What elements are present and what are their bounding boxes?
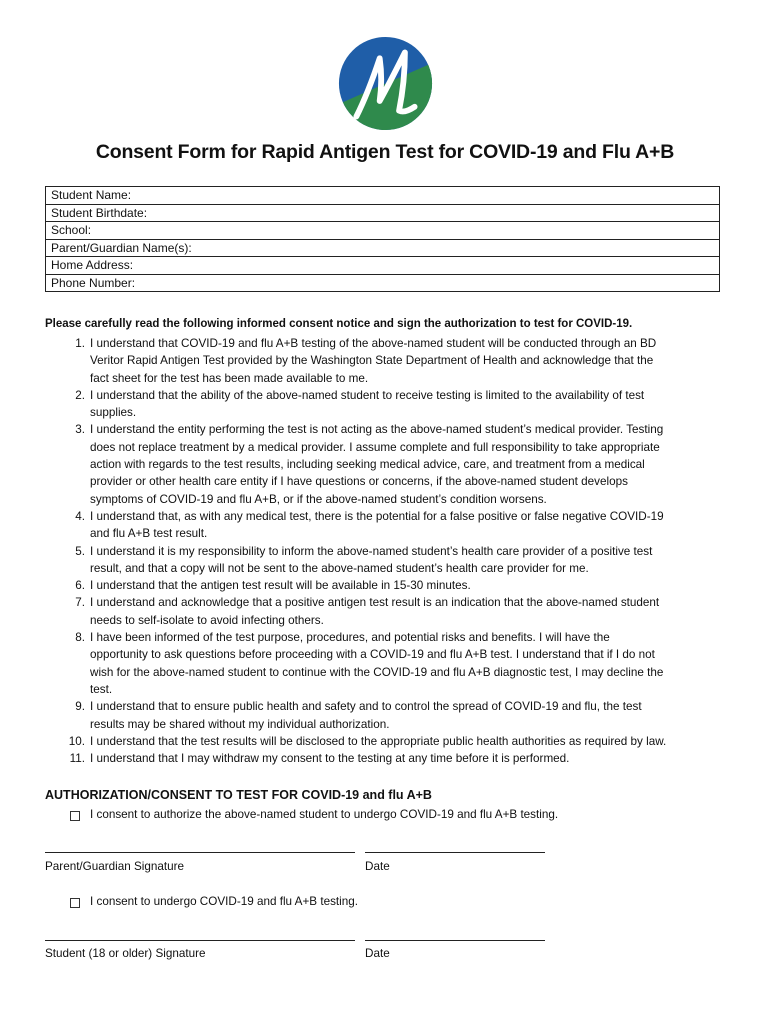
student-consent-row	[45, 895, 735, 913]
item-text-line: and flu A+B test result.	[90, 527, 208, 541]
item-text-line: provider or other health care entity if I have questions or concerns, if the above-named student develops	[90, 475, 628, 489]
item-number: 10.	[68, 734, 85, 748]
item-text-line: action with regards to the test results, including seeking medical advice, care, and treatment from a medical	[90, 458, 645, 472]
student-date-label: Date	[365, 947, 390, 960]
student-consent-checkbox[interactable]	[70, 898, 80, 908]
consent-item	[45, 543, 735, 578]
student-info-table	[45, 186, 720, 292]
info-row	[46, 239, 720, 257]
item-number: 7.	[75, 596, 85, 610]
consent-items-list	[45, 335, 735, 767]
info-field-label[interactable]: Parent/Guardian Name(s):	[46, 239, 720, 257]
consent-item	[45, 733, 735, 750]
info-row	[46, 204, 720, 222]
student-consent-text: I consent to undergo COVID-19 and flu A+B testing.	[90, 895, 359, 908]
item-text-line: result, and that a copy will not be sent to the above-named student’s health care provider for me.	[90, 561, 589, 575]
consent-item	[45, 577, 735, 594]
item-text-line: I understand that the antigen test result will be available in 15-30 minutes.	[90, 579, 471, 593]
item-text-line: I understand that, as with any medical test, there is the potential for a false positive or false negative COVID-19	[90, 509, 664, 523]
consent-item	[45, 421, 735, 507]
school-logo	[337, 35, 434, 132]
consent-item	[45, 629, 735, 698]
item-text-line: Veritor Rapid Antigen Test provided by the Washington State Department of Health and acknowledge that the	[90, 354, 654, 368]
item-text-line: wish for the above-named student to continue with the COVID-19 and flu A+B diagnostic test, I may decline the	[90, 665, 664, 679]
student-date-line[interactable]	[365, 940, 545, 941]
item-text-line: I understand that to ensure public health and safety and to control the spread of COVID-19 and flu, the test	[90, 700, 642, 714]
item-text-line: I understand and acknowledge that a positive antigen test result is an indication that the above-named student	[90, 596, 660, 610]
info-field-label[interactable]: School:	[46, 222, 720, 240]
parent-date-line[interactable]	[365, 852, 545, 853]
item-number: 2.	[75, 388, 85, 402]
item-text-line: symptoms of COVID-19 and flu A+B, or if the above-named student’s condition worsens.	[90, 492, 547, 506]
consent-item	[45, 594, 735, 629]
item-text-line: I understand that the ability of the above-named student to receive testing is limited to the availability of test	[90, 388, 645, 402]
consent-item	[45, 335, 735, 387]
item-text-line: results may be shared without my individual authorization.	[90, 717, 390, 731]
item-text-line: test.	[90, 682, 113, 696]
form-title: Consent Form for Rapid Antigen Test for COVID-19 and Flu A+B	[95, 141, 675, 163]
info-field-label[interactable]: Student Birthdate:	[46, 204, 720, 222]
item-text-line: I understand that I may withdraw my consent to the testing at any time before it is performed.	[90, 752, 570, 766]
item-number: 11.	[69, 752, 85, 766]
info-field-label[interactable]: Student Name:	[46, 187, 720, 205]
consent-item	[45, 698, 735, 733]
authorization-heading: AUTHORIZATION/CONSENT TO TEST FOR COVID-19 and flu A+B	[45, 788, 432, 802]
info-field-label[interactable]: Phone Number:	[46, 274, 720, 292]
item-text-line: I have been informed of the test purpose, procedures, and potential risks and benefits. I will have the	[90, 631, 610, 645]
item-text-line: I understand that the test results will be disclosed to the appropriate public health authorities as required by law.	[90, 734, 667, 748]
item-text-line: supplies.	[90, 406, 137, 420]
item-text-line: I understand the entity performing the test is not acting as the above-named student’s medical provider. Testing	[90, 423, 664, 437]
item-text-line: needs to self-isolate to avoid infecting others.	[90, 613, 324, 627]
parent-consent-text: I consent to authorize the above-named student to undergo COVID-19 and flu A+B testing.	[90, 808, 559, 821]
info-row	[46, 222, 720, 240]
parent-consent-row	[45, 808, 735, 826]
info-row	[46, 187, 720, 205]
consent-item	[45, 750, 735, 767]
item-number: 5.	[75, 544, 85, 558]
item-text-line: fact sheet for the test has been made available to me.	[90, 371, 369, 385]
parent-date-label: Date	[365, 860, 390, 873]
item-number: 8.	[75, 631, 85, 645]
consent-item	[45, 508, 735, 543]
item-number: 3.	[75, 423, 85, 437]
consent-item	[45, 387, 735, 422]
parent-signature-line[interactable]	[45, 852, 355, 853]
item-number: 1.	[75, 337, 85, 350]
instructions: Please carefully read the following informed consent notice and sign the authorization to test for COVID-19.	[45, 318, 633, 330]
item-text-line: I understand that COVID-19 and flu A+B testing of the above-named student will be conducted through an BD	[90, 337, 657, 350]
student-signature-line[interactable]	[45, 940, 355, 941]
item-number: 6.	[75, 579, 85, 593]
item-text-line: I understand it is my responsibility to inform the above-named student’s health care provider of a positive test	[90, 544, 653, 558]
item-number: 9.	[75, 700, 85, 714]
info-row	[46, 274, 720, 292]
student-signature-label: Student (18 or older) Signature	[45, 947, 206, 960]
info-field-label[interactable]: Home Address:	[46, 257, 720, 275]
info-row	[46, 257, 720, 275]
item-text-line: does not replace treatment by a medical provider. I assume complete and full responsibility to take appropriate	[90, 440, 660, 454]
item-number: 4.	[75, 509, 85, 523]
parent-consent-checkbox[interactable]	[70, 811, 80, 821]
parent-signature-label: Parent/Guardian Signature	[45, 860, 185, 873]
item-text-line: opportunity to ask questions before proceeding with a COVID-19 and flu A+B test. I understand that if I do not	[90, 648, 655, 662]
